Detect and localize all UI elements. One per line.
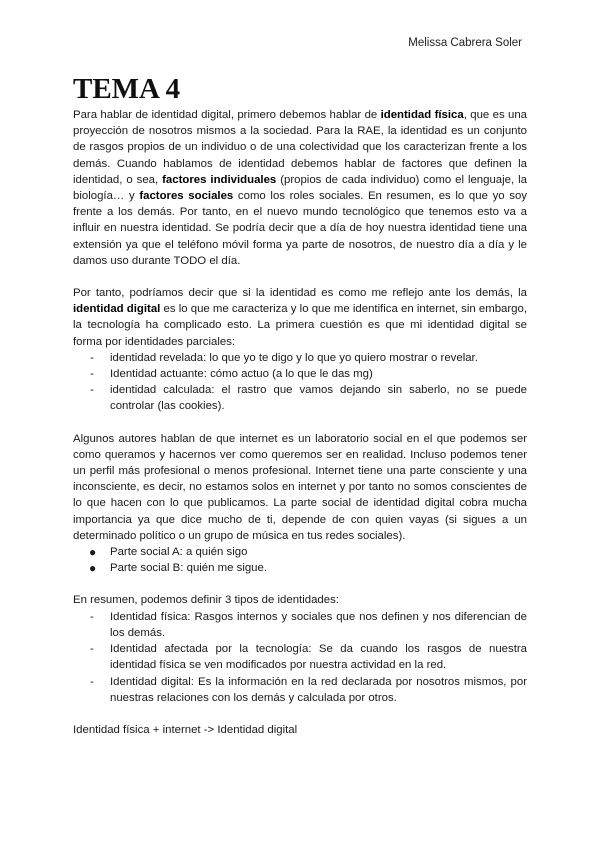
paragraph-social-lab: Algunos autores hablan de que internet es un laboratorio social en el que podemos ser como queramos y hacernos ver como queremos ser en realidad. Incluso podemos tener un perfil más profesional o menos profesional. Internet tiene una parte consciente y una inconsciente, es decir, no estamos solos en internet y por tanto no somos conscientes de lo que hacen con lo que publicamos. La parte social de identidad digital cobra mucha importancia ya que dice mucho de ti, depende de con quien vayas (si sigues a un determinado político o un grupo de música en tus redes sociales). <box>73 432 527 542</box>
text-run: como los roles sociales. En resumen, es lo que yo soy frente a los demás. Por tanto, en el nuevo mundo tecnológico que tenemos esto va a influir en nuestra identidad. Se podría decir que a día de hoy nuestra identidad tiene una extensión ya que el teléfono móvil forma ya parte de nosotros, de nuestro día a día y le damos uso durante TODO el día. <box>73 190 527 267</box>
formula-line: Identidad física + internet -> Identidad digital <box>73 723 298 736</box>
list-item-text: Parte social A: a quién sigo <box>110 546 248 559</box>
list-item-text: Identidad física: Rasgos internos y sociales que nos definen y nos diferencian de los demás. <box>110 610 527 639</box>
page-title: TEMA 4 <box>73 73 181 105</box>
document-body <box>73 107 527 738</box>
dash-marker: - <box>90 610 94 623</box>
bold-term: identidad digital <box>73 303 161 316</box>
paragraph-summary: En resumen, podemos definir 3 tipos de identidades: <box>73 594 339 607</box>
text-run: es lo que me caracteriza y lo que me identifica en internet, sin embargo, la tecnología ha complicado esto. La primera cuestión es que mi identidad digital se forma por identidades parciales: <box>73 303 528 348</box>
list-item-text: Identidad digital: Es la información en la red declarada por nosotros mismos, por nuestras relaciones con los demás y calculada por otros. <box>110 675 527 704</box>
dash-marker: - <box>90 643 94 656</box>
list-item-text: identidad calculada: el rastro que vamos dejando sin saberlo, no se puede controlar (las cookies). <box>110 384 527 413</box>
partial-identities-list <box>73 350 527 415</box>
text-run: (propios de cada individuo) como el lenguaje, la biología… y <box>73 173 527 203</box>
list-item <box>73 382 527 414</box>
text-run: Para hablar de identidad digital, primero debemos hablar de <box>73 109 381 121</box>
list-item <box>73 350 527 366</box>
list-item <box>73 609 527 641</box>
list-item <box>73 366 527 382</box>
text-run: , que es una proyección de nosotros mismos a la sociedad. Para la RAE, la identidad es un conjunto de rasgos propios de un individuo o de una colectividad que los caracterizan frente a los demás. Cuando hablamos de identidad debemos hablar de factores que definen la identidad, o sea, <box>73 109 528 186</box>
bullet-marker: ● <box>89 545 97 560</box>
dash-marker: - <box>90 675 94 688</box>
dash-marker: - <box>90 368 94 381</box>
dash-marker: - <box>90 351 94 364</box>
list-item <box>73 560 527 576</box>
list-item <box>73 544 527 560</box>
social-parts-list <box>73 544 527 576</box>
author-name: Melissa Cabrera Soler <box>408 37 522 49</box>
text-run: Por tanto, podríamos decir que si la identidad es como me reflejo ante los demás, la <box>73 287 527 300</box>
bold-term: factores sociales <box>139 190 234 203</box>
bold-term: factores individuales <box>162 173 277 186</box>
identity-types-list <box>73 609 527 706</box>
paragraph-intro <box>73 107 527 269</box>
dash-marker: - <box>90 384 94 397</box>
bold-term: identidad física <box>380 109 464 121</box>
paragraph-digital-identity <box>73 285 527 350</box>
bullet-marker: ● <box>89 561 97 576</box>
list-item-text: identidad revelada: lo que yo te digo y lo que yo quiero mostrar o revelar. <box>110 351 478 364</box>
list-item-text: Identidad actuante: cómo actuo (a lo que le das mg) <box>110 368 373 381</box>
list-item <box>73 641 527 673</box>
list-item-text: Identidad afectada por la tecnología: Se da cuando los rasgos de nuestra identidad física se ven modificados por nuestra actividad en la red. <box>110 643 527 672</box>
list-item <box>73 674 527 706</box>
list-item-text: Parte social B: quién me sigue. <box>110 562 268 575</box>
